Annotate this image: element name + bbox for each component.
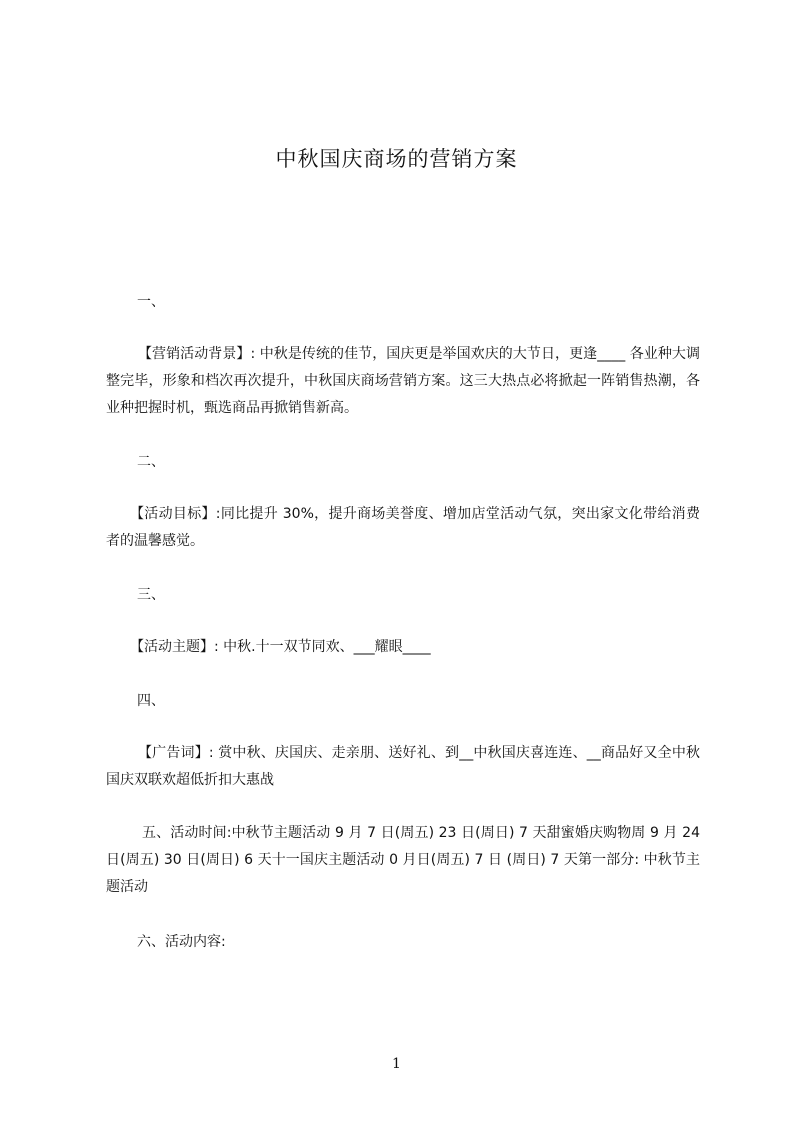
section-1-heading: 一、 [137, 294, 165, 310]
section-6-heading: 六、活动内容: [137, 934, 226, 950]
section-4-heading: 四、 [137, 693, 165, 709]
document-title: 中秋国庆商场的营销方案 [275, 147, 518, 171]
section-3-paragraph: 【活动主题】: 中秋.十一双节同欢、___耀眼____ [130, 639, 431, 655]
section-2-paragraph: 【活动目标】:同比提升 30%，提升商场美誉度、增加店堂活动气氛，突出家文化带给消费者的温馨感觉。 [106, 506, 700, 549]
page-number: 1 [392, 1056, 401, 1072]
section-4-paragraph: 【广告词】: 赏中秋、庆国庆、走亲朋、送好礼、到__中秋国庆喜连连、__商品好又全中秋国庆双联欢超低折扣大惠战 [106, 745, 700, 788]
section-5-paragraph: 五、活动时间:中秋节主题活动 9 月 7 日(周五) 23 日(周日) 7 天甜蜜婚庆购物周 9 月 24 日(周五) 30 日(周日) 6 天十一国庆主题活动 0 月日(周五) 7 日 (周日) 7 天第一部分: 中秋节主题活动 [106, 825, 700, 895]
section-1-paragraph: 【营销活动背景】: 中秋是传统的佳节，国庆更是举国欢庆的大节日，更逢____ 各业种大调整完毕，形象和档次再次提升，中秋国庆商场营销方案。这三大热点必将掀起一阵销售热潮，各业种把握时机，甄选商品再掀销售新高。 [106, 346, 700, 416]
section-3-heading: 三、 [137, 587, 165, 603]
section-2-heading: 二、 [137, 454, 165, 470]
